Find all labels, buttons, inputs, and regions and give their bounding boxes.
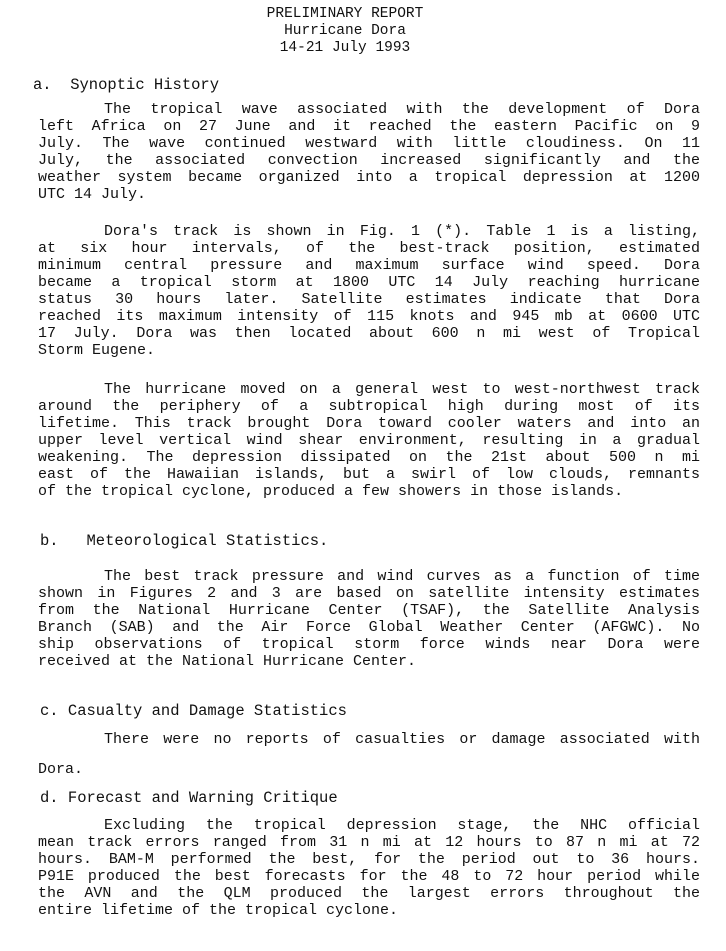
- section-c-heading: c. Casualty and Damage Statistics: [40, 702, 347, 720]
- text-line: east of the Hawaiian islands, but a swirl of low clouds, remnants: [38, 466, 700, 483]
- section-d-heading: d. Forecast and Warning Critique: [40, 789, 338, 807]
- text-line: There were no reports of casualties or damage associated with: [104, 731, 700, 748]
- text-line: minimum central pressure and maximum surface wind speed. Dora: [38, 257, 700, 274]
- text-line: lifetime. This track brought Dora toward cooler waters and into an: [38, 415, 700, 432]
- text-line: from the National Hurricane Center (TSAF), the Satellite Analysis: [38, 602, 700, 619]
- text-line: shown in Figures 2 and 3 are based on satellite intensity estimates: [38, 585, 700, 602]
- text-line: reached its maximum intensity of 115 knots and 945 mb at 0600 UTC: [38, 308, 700, 325]
- section-d-paragraph-1: [38, 817, 700, 919]
- text-line: ship observations of tropical storm force winds near Dora were: [38, 636, 700, 653]
- text-line: The hurricane moved on a general west to west-northwest track: [104, 381, 700, 398]
- section-b-heading: b. Meteorological Statistics.: [40, 532, 329, 550]
- text-line: Dora's track is shown in Fig. 1 (*). Table 1 is a listing,: [104, 223, 700, 240]
- section-a-paragraph-1: [38, 101, 700, 203]
- section-a-heading: a. Synoptic History: [33, 76, 220, 94]
- text-line: entire lifetime of the tropical cyclone.: [38, 902, 399, 919]
- text-line: July, the associated convection increased significantly and the: [38, 152, 700, 169]
- text-line: at six hour intervals, of the best-track position, estimated: [38, 240, 700, 257]
- section-a-paragraph-2: [38, 223, 700, 359]
- text-line: status 30 hours later. Satellite estimates indicate that Dora: [38, 291, 700, 308]
- text-line: July. The wave continued westward with little cloudiness. On 11: [38, 135, 700, 152]
- text-line: the AVN and the QLM produced the largest errors throughout the: [38, 885, 700, 902]
- text-line: weather system became organized into a tropical depression at 1200: [38, 169, 700, 186]
- text-line: hours. BAM-M performed the best, for the period out to 36 hours.: [38, 851, 700, 868]
- text-line: around the periphery of a subtropical high during most of its: [38, 398, 700, 415]
- storm-name: Hurricane Dora: [284, 23, 406, 39]
- text-line: Storm Eugene.: [38, 342, 156, 359]
- text-line: upper level vertical wind shear environment, resulting in a gradual: [38, 432, 700, 449]
- report-dates: 14-21 July 1993: [279, 40, 411, 56]
- section-c-paragraph-1: [38, 731, 700, 778]
- text-line: Dora.: [38, 761, 84, 778]
- text-line: weakening. The depression dissipated on the 21st about 500 n mi: [38, 449, 700, 466]
- report-title: PRELIMINARY REPORT: [266, 6, 424, 22]
- text-line: P91E produced the best forecasts for the 48 to 72 hour period while: [38, 868, 700, 885]
- text-line: Excluding the tropical depression stage, the NHC official: [104, 817, 700, 834]
- text-line: of the tropical cyclone, produced a few showers in those islands.: [38, 483, 624, 500]
- text-line: UTC 14 July.: [38, 186, 147, 203]
- text-line: mean track errors ranged from 31 n mi at 12 hours to 87 n mi at 72: [38, 834, 700, 851]
- text-line: The best track pressure and wind curves as a function of time: [104, 568, 700, 585]
- text-line: Branch (SAB) and the Air Force Global Weather Center (AFGWC). No: [38, 619, 700, 636]
- text-line: received at the National Hurricane Center.: [38, 653, 417, 670]
- text-line: The tropical wave associated with the development of Dora: [104, 101, 700, 118]
- section-a-paragraph-3: [38, 381, 700, 500]
- section-b-paragraph-1: [38, 568, 700, 670]
- text-line: 17 July. Dora was then located about 600 n mi west of Tropical: [38, 325, 700, 342]
- text-line: became a tropical storm at 1800 UTC 14 July reaching hurricane: [38, 274, 700, 291]
- text-line: left Africa on 27 June and it reached the eastern Pacific on 9: [38, 118, 700, 135]
